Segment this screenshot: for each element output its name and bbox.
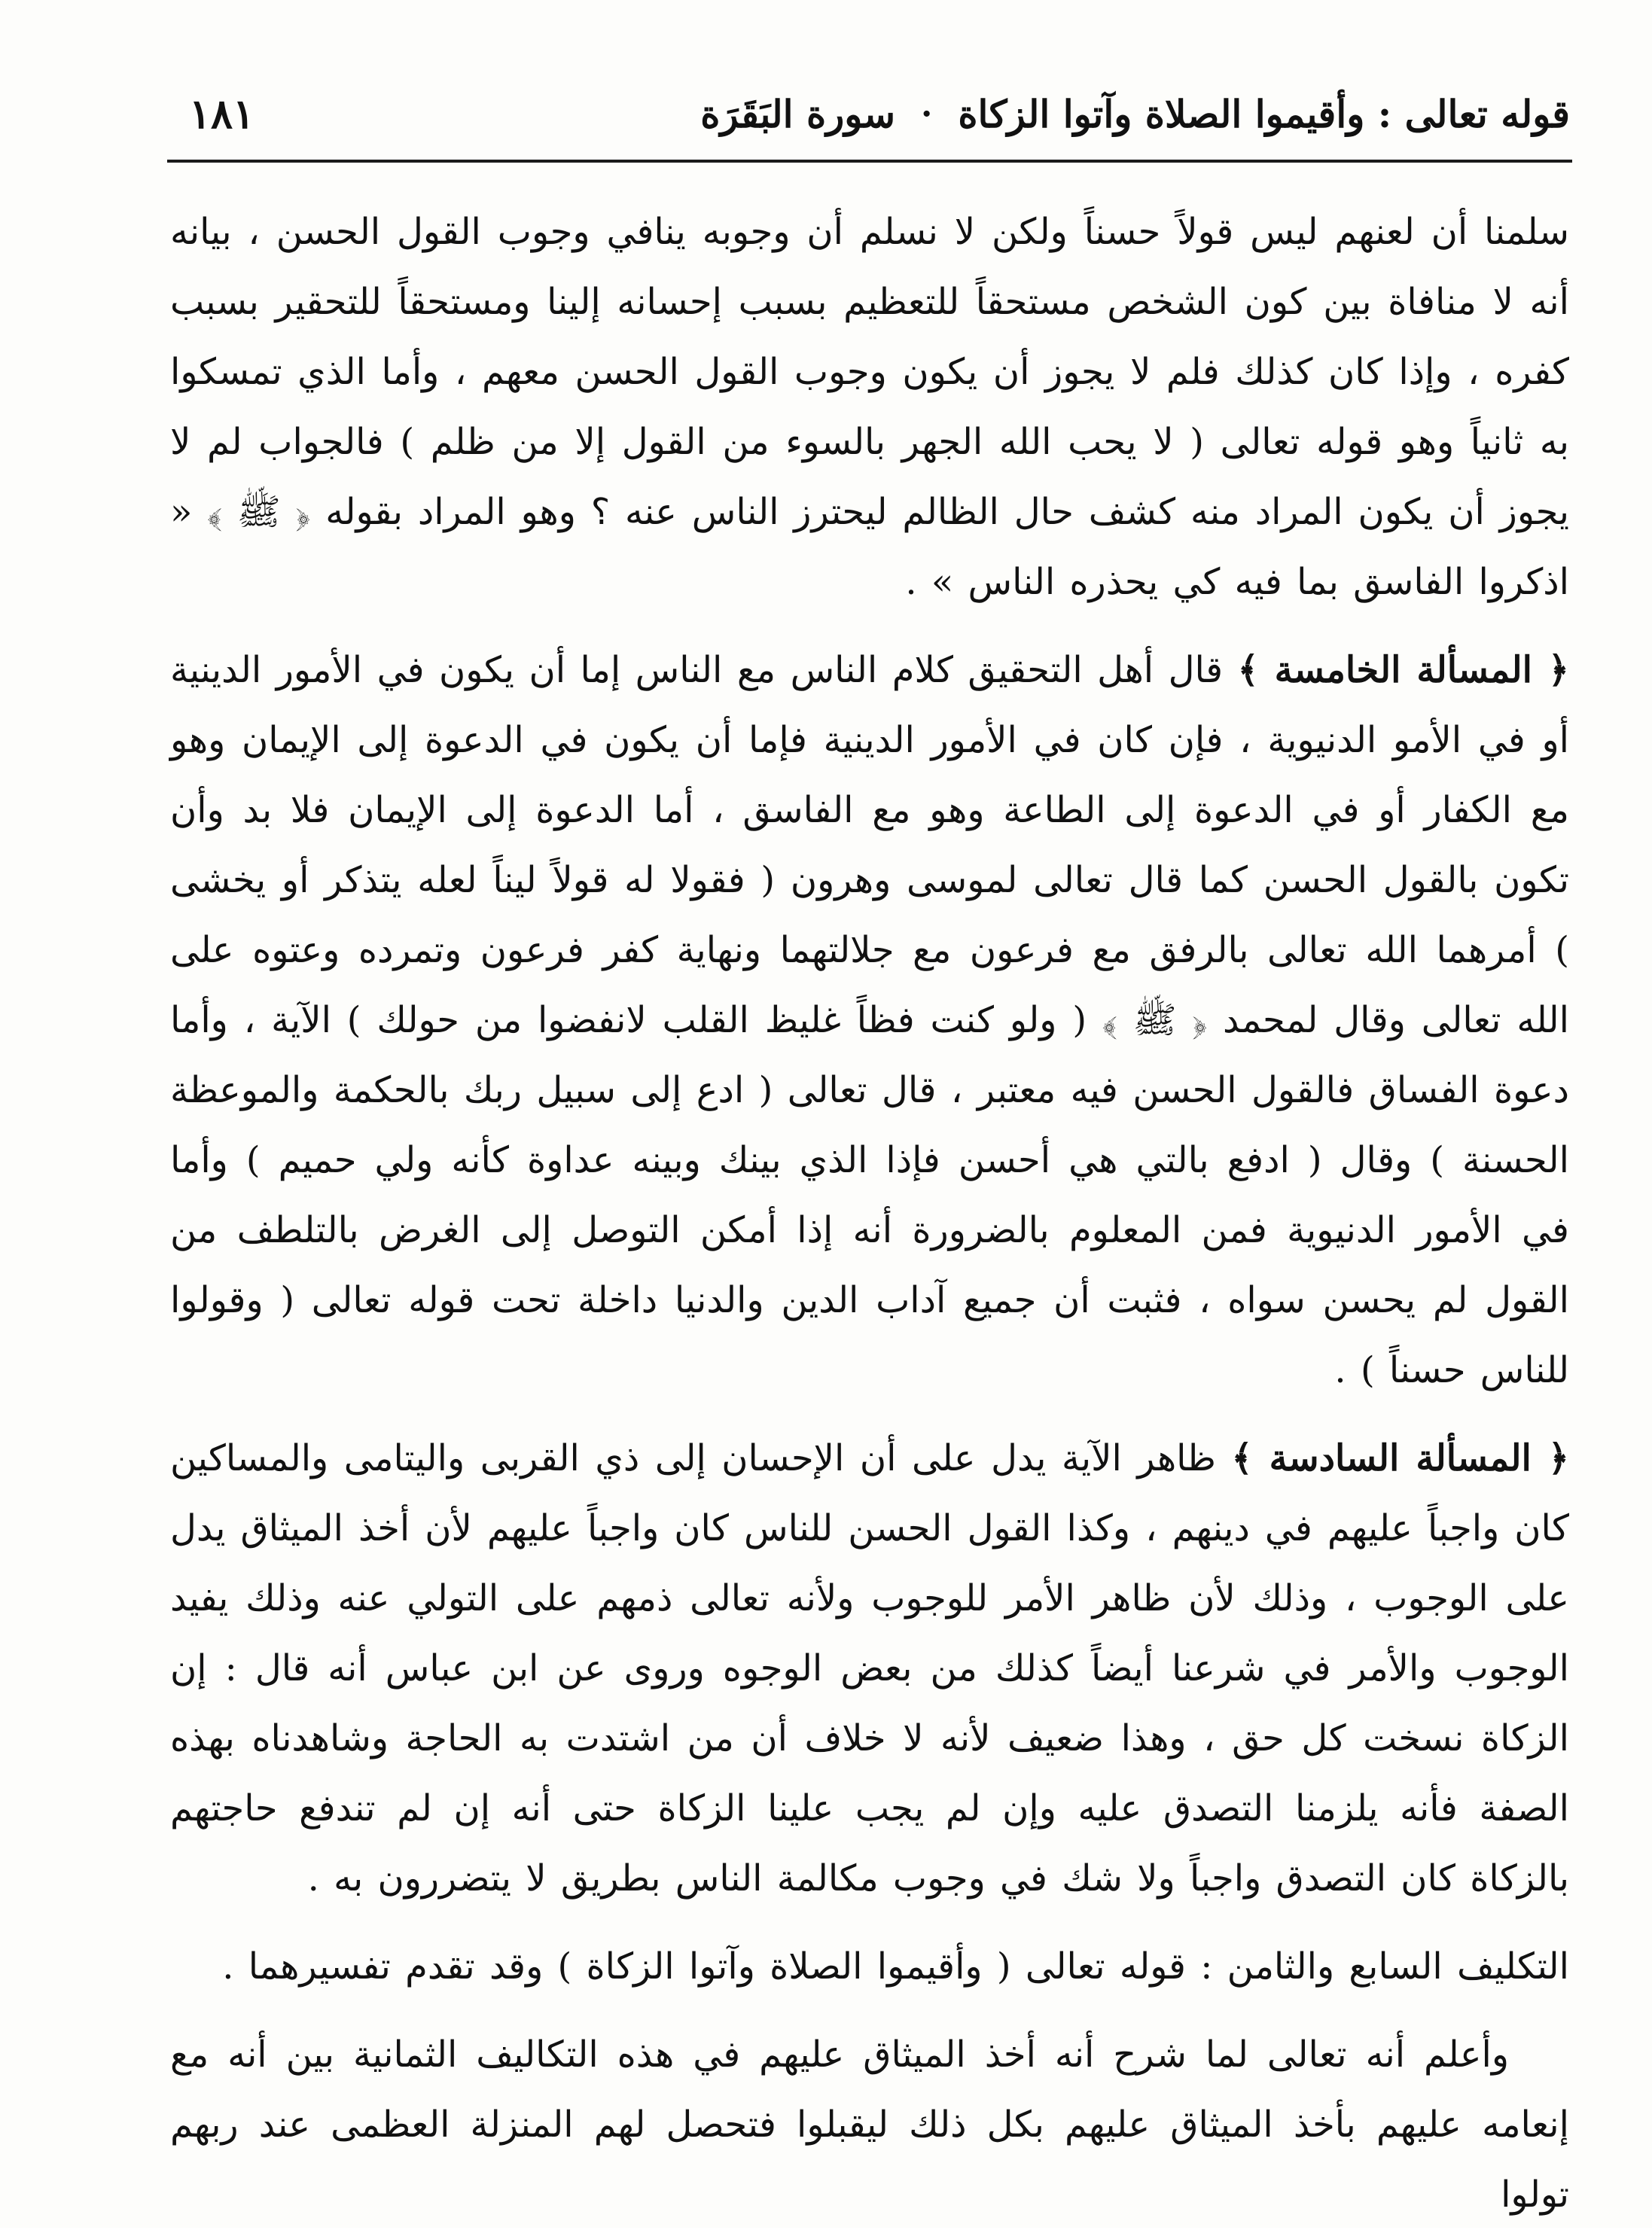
paragraph-1-text: سلمنا أن لعنهم ليس قولاً حسناً ولكن لا نسلم أن وجوبه ينافي وجوب القول الحسن ، بيانه أنه لا منافاة بين كون الشخص مستحقاً للتعظيم بسبب إحسانه إلينا ومستحقاً للتحقير بسبب كفره ، وإذا كان كذلك فلم لا يجوز أن يكون وجوب القول الحسن معهم ، وأما الذي تمسكوا به ثانياً وهو قوله تعالى ( لا يحب الله الجهر بالسوء من القول إلا من ظلم ) فالجواب لم لا يجوز أن يكون المراد منه كشف حال الظالم ليحترز الناس عنه ؟ وهو المراد بقوله ﴿ ﷺ ﴾ « اذكروا الفاسق بما فيه كي يحذره الناس » . — [170, 211, 1569, 603]
page-body — [170, 197, 1569, 2230]
paragraph-4-text: التكليف السابع والثامن : قوله تعالى ( وأقيموا الصلاة وآتوا الزكاة ) وقد تقدم تفسيرهما . — [222, 1945, 1569, 1988]
paragraph-3 — [170, 1424, 1569, 1914]
running-header — [169, 72, 1570, 155]
header-separator: · — [921, 94, 933, 133]
paragraph-2-text: قال أهل التحقيق كلام الناس مع الناس إما أن يكون في الأمور الدينية أو في الأمو الدنيوية ، فإن كان في الأمور الدينية فإما أن يكون في الدعوة إلى الإيمان وهو مع الكفار أو في الدعوة إلى الطاعة وهو مع الفاسق ، أما الدعوة إلى الإيمان فلا بد وأن تكون بالقول الحسن كما قال تعالى لموسى وهرون ( فقولا له قولاً ليناً لعله يتذكر أو يخشى ) أمرهما الله تعالى بالرفق مع فرعون مع جلالتهما ونهاية كفر فرعون وتمرده وعتوه على الله تعالى وقال لمحمد ﴿ ﷺ ﴾ ( ولو كنت فظاً غليظ القلب لانفضوا من حولك ) الآية ، وأما دعوة الفساق فالقول الحسن فيه معتبر ، قال تعالى ( ادع إلى سبيل ربك بالحكمة والموعظة الحسنة ) وقال ( ادفع بالتي هي أحسن فإذا الذي بينك وبينه عداوة كأنه ولي حميم ) وأما في الأمور الدنيوية فمن المعلوم بالضرورة أنه إذا أمكن التوصل إلى الغرض بالتلطف من القول لم يحسن سواه ، فثبت أن جميع آداب الدين والدنيا داخلة تحت قوله تعالى ( وقولوا للناس حسناً ) . — [170, 649, 1570, 1391]
paragraph-3-text: ظاهر الآية يدل على أن الإحسان إلى ذي القربى واليتامى والمساكين كان واجباً عليهم في دينهم ، وكذا القول الحسن للناس كان واجباً عليهم لأن أخذ الميثاق يدل على الوجوب ، وذلك لأن ظاهر الأمر للوجوب ولأنه تعالى ذمهم على التولي عنه وذلك يفيد الوجوب والأمر في شرعنا أيضاً كذلك من بعض الوجوه وروى عن ابن عباس أنه قال : إن الزكاة نسخت كل حق ، وهذا ضعيف لأنه لا خلاف أن من اشتدت به الحاجة وشاهدناه بهذه الصفة فأنه يلزمنا التصدق عليه وإن لم يجب علينا الزكاة حتى أنه إن لم تندفع حاجتهم بالزكاة كان التصدق واجباً ولا شك في وجوب مكالمة الناس بطريق لا يتضررون به . — [170, 1437, 1569, 1899]
paragraph-2 — [170, 635, 1569, 1406]
paragraph-1 — [170, 197, 1569, 617]
page-number: ١٨١ — [189, 90, 255, 138]
header-title: قوله تعالى : وأقيموا الصلاة وآتوا الزكاة — [958, 91, 1570, 136]
paragraph-4 — [170, 1932, 1569, 2002]
surah-name: سورة البَقَرَة — [700, 91, 896, 136]
section-heading-sixth: ﴿ المسألة السادسة ﴾ — [1231, 1437, 1569, 1479]
section-heading-fifth: ﴿ المسألة الخامسة ﴾ — [1237, 649, 1570, 691]
paragraph-5 — [170, 2020, 1569, 2230]
header-divider — [167, 160, 1572, 163]
paragraph-5-text: وأعلم أنه تعالى لما شرح أنه أخذ الميثاق عليهم في هذه التكاليف الثمانية بين أنه مع إنعامه عليهم بأخذ الميثاق عليهم بكل ذلك ليقبلوا فتحصل لهم المنزلة العظمى عند ربهم تولوا — [170, 2034, 1569, 2216]
header-title-group — [700, 92, 1570, 136]
